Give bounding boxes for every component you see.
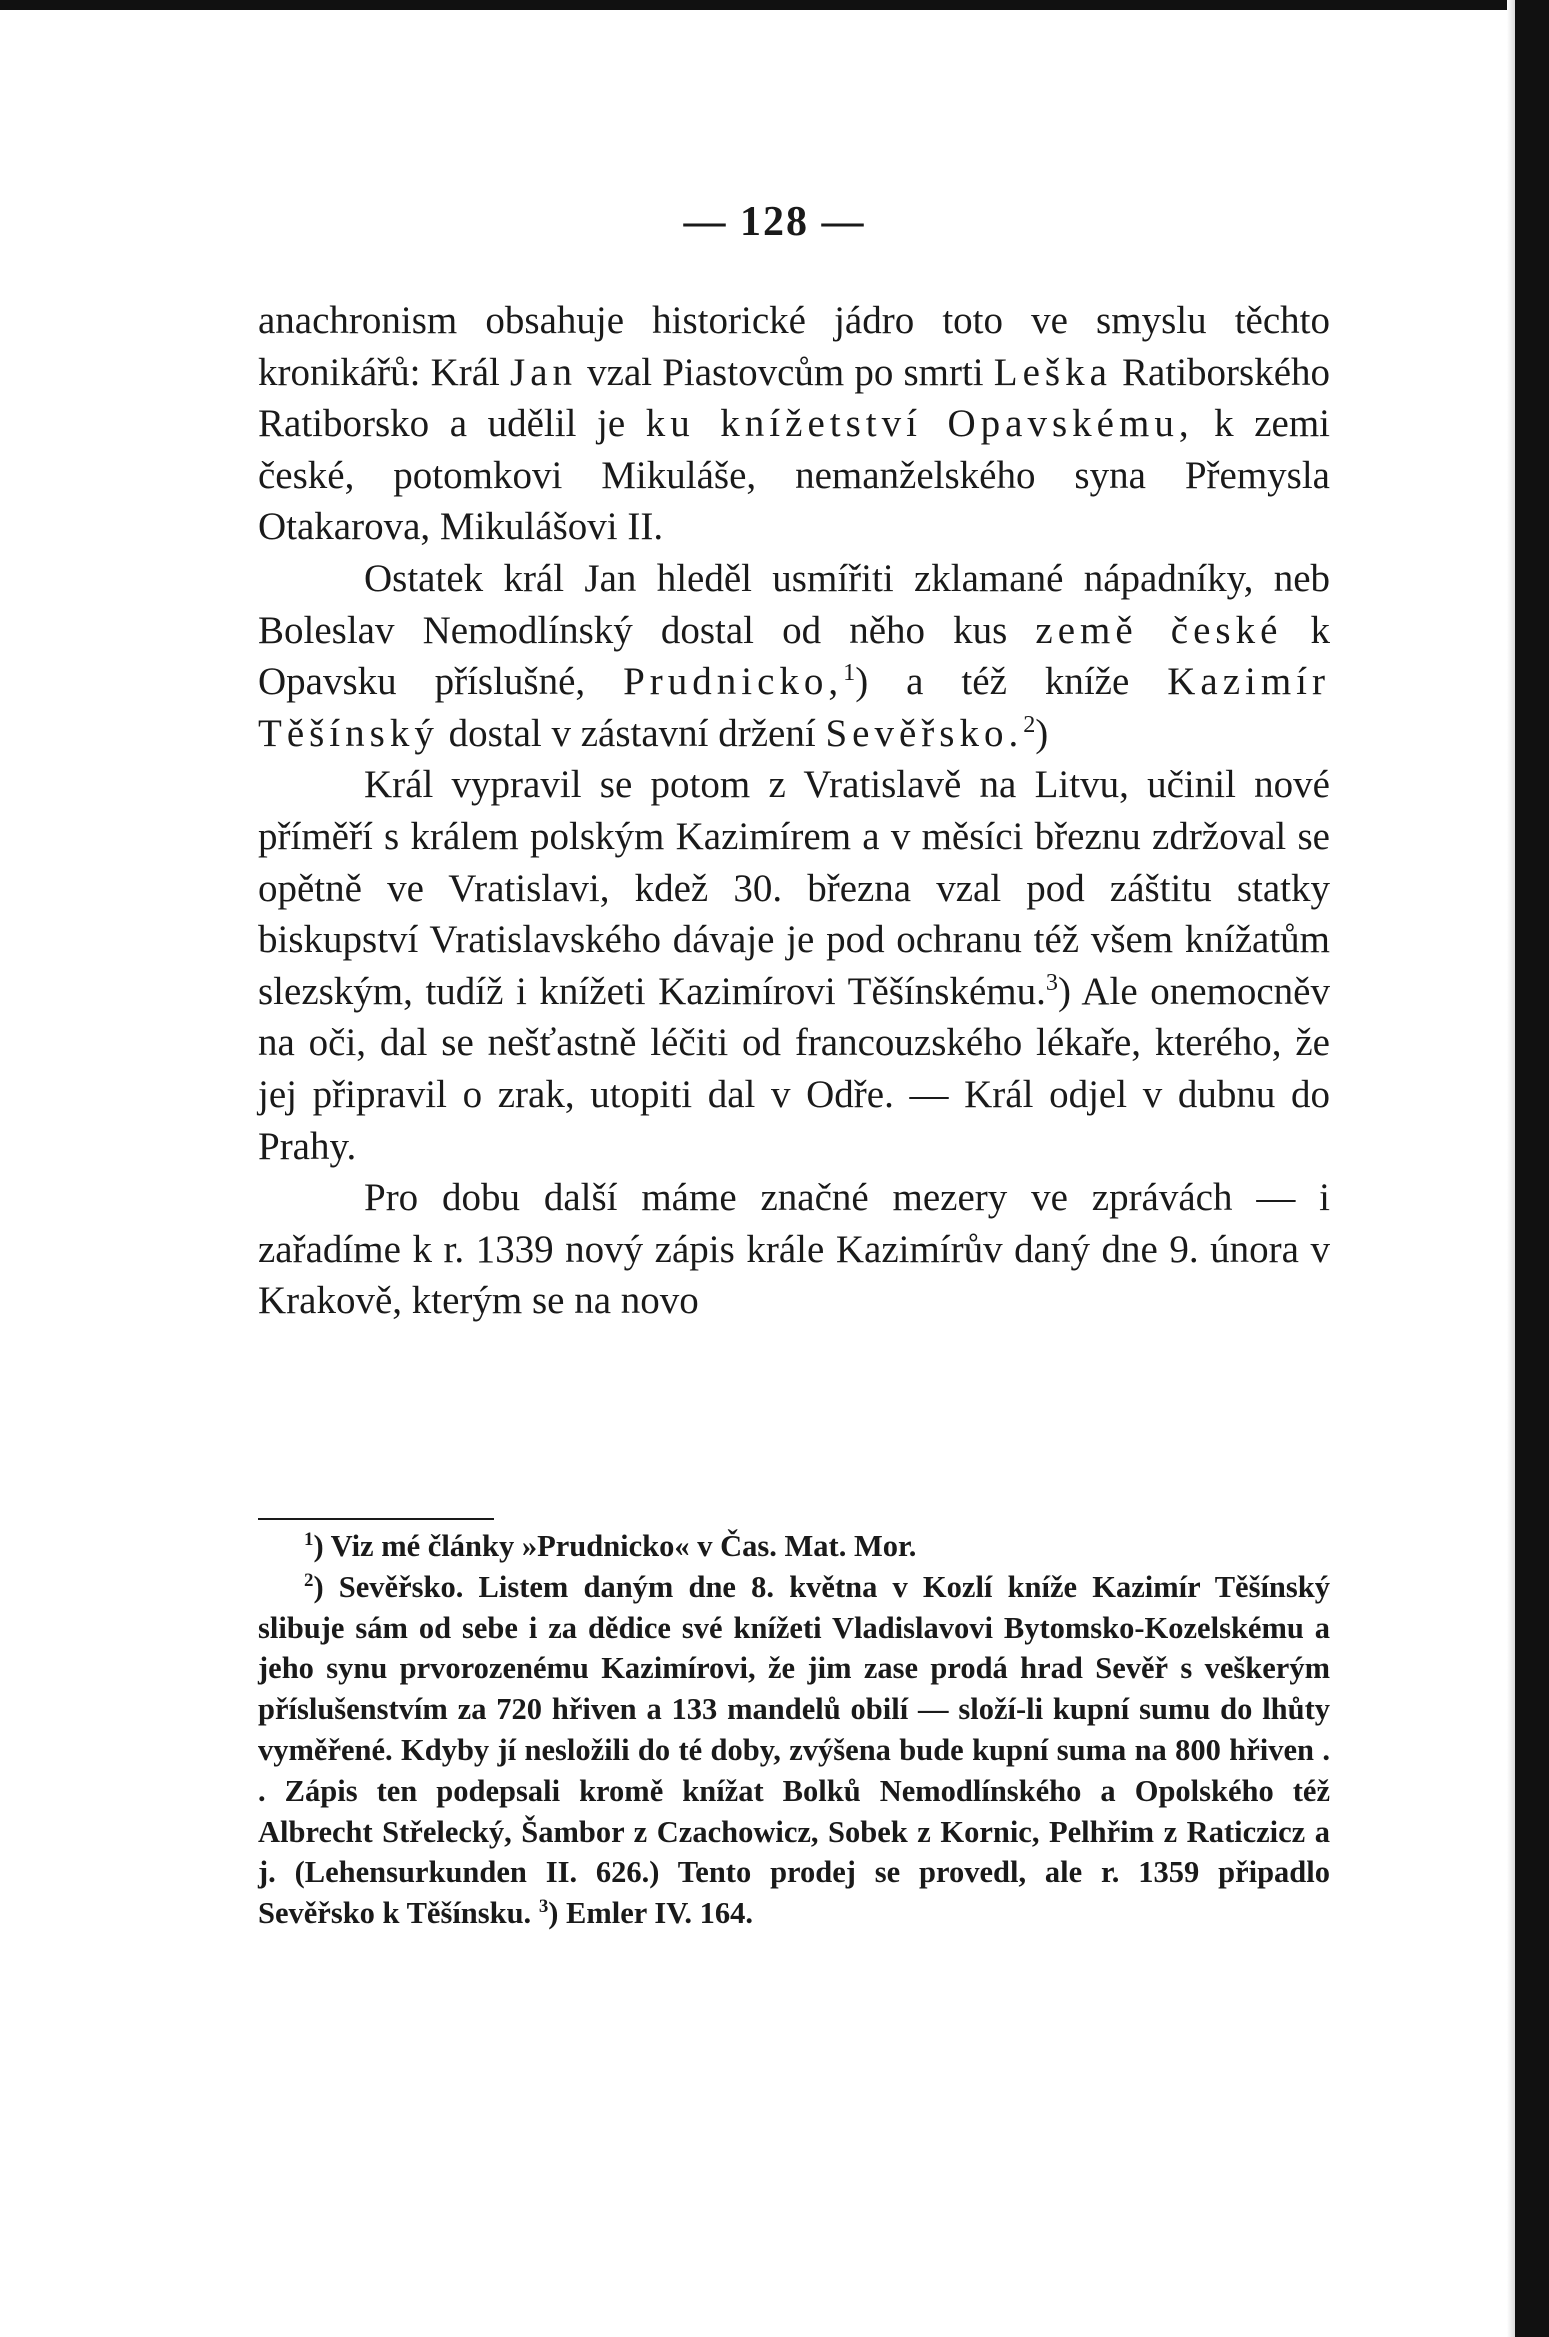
footnotes bbox=[258, 1526, 1330, 1934]
page-number: — 128 — bbox=[683, 199, 866, 245]
scan-right-edge bbox=[1515, 0, 1549, 2337]
body-text bbox=[258, 295, 1330, 1327]
scan-top-edge bbox=[0, 0, 1549, 10]
footnote-separator bbox=[258, 1518, 494, 1520]
paragraph-2: Ostatek král Jan hleděl usmířiti zklamané nápadníky, neb Boleslav Nemodlínský dostal od něho kus země české k Opavsku příslušné, Prudnicko,$^1$) a též kníže Kazimír Těšínský dostal v zástavní držení Sevěřsko.$^2$) bbox=[258, 556, 1330, 755]
paragraph-4: Pro dobu další máme značné mezery ve zprávách — i zařadíme k r. 1339 nový zápis krále Kazimírův daný dne 9. února v Krakově, kterým se na novo bbox=[258, 1176, 1330, 1323]
paragraph-3: Král vypravil se potom z Vratislavě na Litvu, učinil nové příměří s králem polským Kazimírem a v měsíci březnu zdržoval se opětně ve Vratislavi, kdež 30. března vzal pod záštitu statky biskupství Vratislavského dávaje je pod ochranu též všem knížatům slezským, tudíž i knížeti Kazimírovi Těšínskému.$^3$) Ale onemocněv na oči, dal se nešťastně léčiti od francouzského lékaře, kterého, že jej připravil o zrak, utopiti dal v Odře. — Král odjel v dubnu do Prahy. bbox=[258, 763, 1330, 1168]
paragraph-1: anachronism obsahuje historické jádro toto ve smyslu těchto kronikářů: Král Jan vzal Piastovcům po smrti Leška Ratiborského Ratiborsko a udělil je ku knížetství Opavskému, k zemi české, potomkovi Mikuláše, nemanželského syna Přemysla Otakarova, Mikulášovi II. bbox=[258, 299, 1331, 549]
footnote-1: $^1$) Viz mé články »Prudnicko« v Čas. Mat. Mor. bbox=[304, 1528, 917, 1563]
footnote-ref-2: 2 bbox=[1023, 710, 1036, 738]
page-edge-shadow bbox=[1507, 0, 1515, 2337]
footnote-ref-1: 1 bbox=[843, 659, 856, 687]
footnote-2: $^2$) Sevěřsko. Listem daným dne 8. května v Kozlí kníže Kazimír Těšínský slibuje sám od sebe i za dědice své knížeti Vladislavovi Bytomsko-Kozelskému a jeho synu prvorozenému Kazimírovi, že jim zase prodá hrad Sevěř s veškerým příslušenstvím za 720 hřiven a 133 mandelů obilí — složí-li kupní sumu do lhůty vyměřené. Kdyby jí nesložili do té doby, zvýšena bude kupní suma na 800 hřiven . . Zápis ten podepsali kromě knížat Bolků Nemodlínského a Opolského též Albrecht Střelecký, Šambor z Czachowicz, Sobek z Kornic, Pelhřim z Raticzicz a j. (Lehensurkunden II. 626.) Tento prodej se provedl, ale r. 1359 připadlo Sevěřsko k Těšínsku. $^3$) Emler IV. 164. bbox=[258, 1569, 1330, 1931]
footnote-ref-3: 3 bbox=[1045, 968, 1058, 996]
